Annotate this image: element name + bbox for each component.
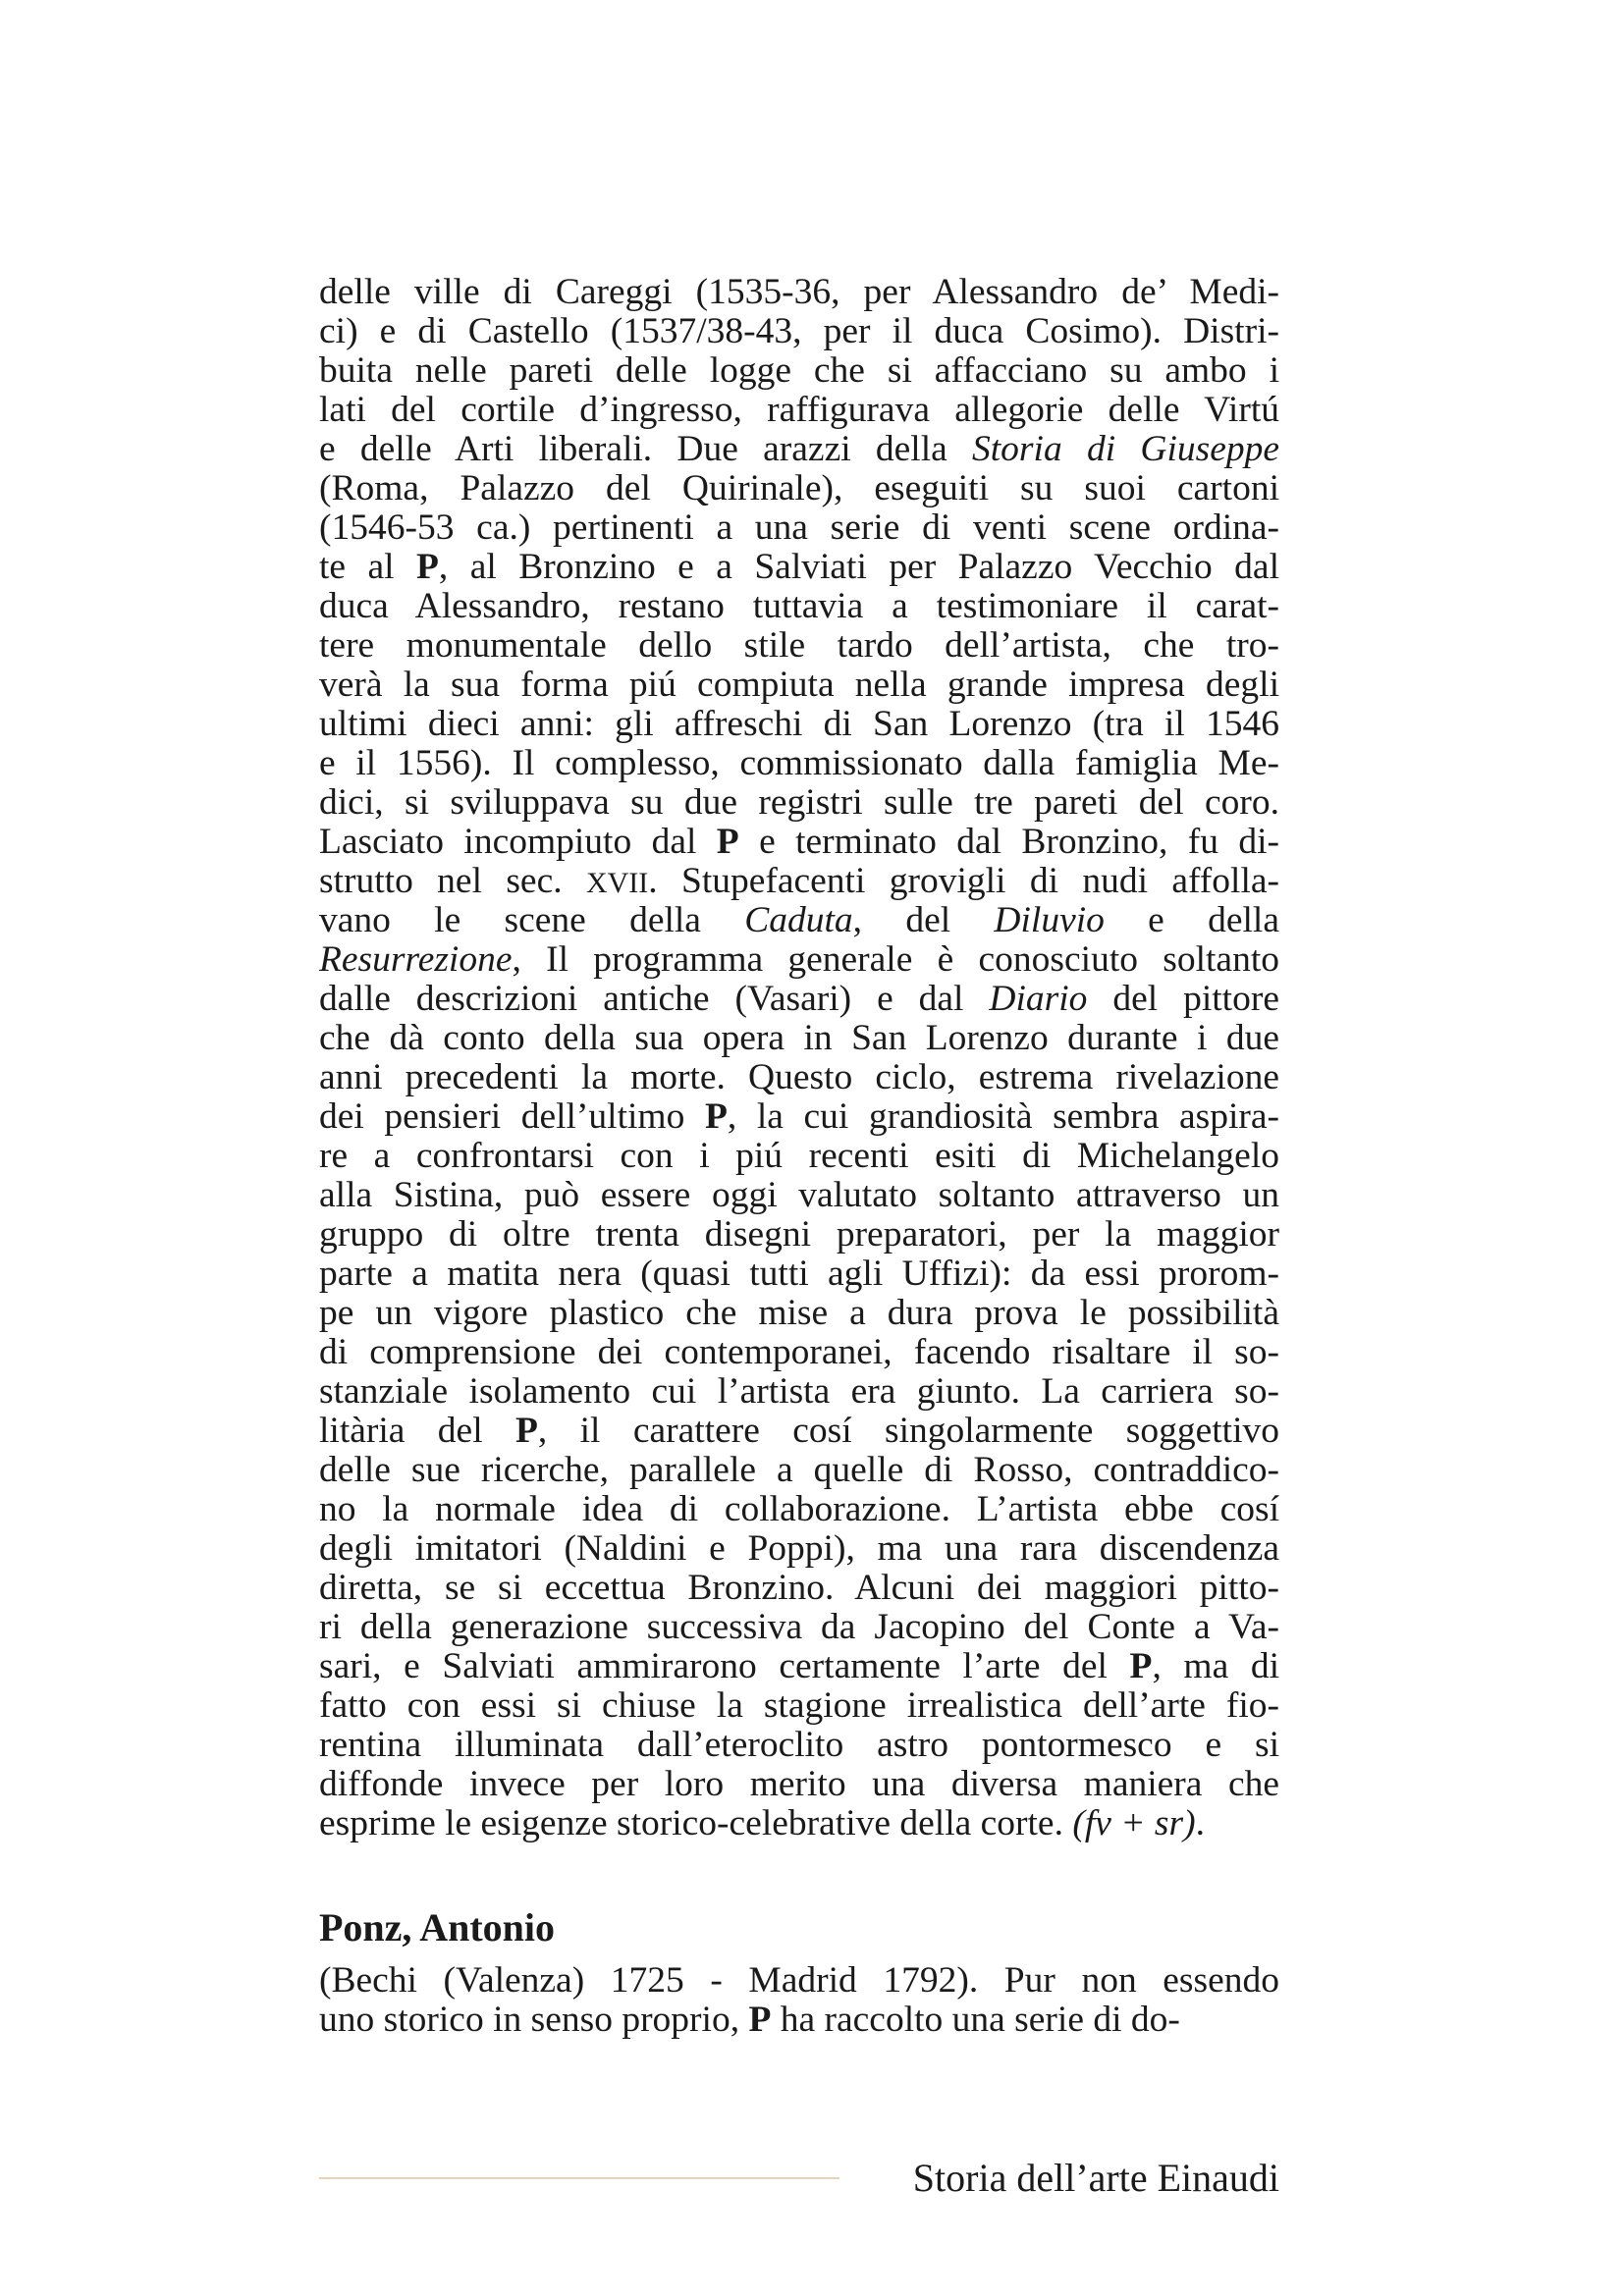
- text-line: [319, 1372, 1279, 1412]
- text-segment: anni precedenti la morte. Questo ciclo, estrema rivelazione: [319, 1057, 1279, 1097]
- text-line: [319, 626, 1279, 666]
- text-line: [319, 1019, 1279, 1058]
- text-segment: strutto nel sec.: [319, 861, 586, 901]
- text-line: [319, 1961, 1279, 2001]
- text-line: [319, 312, 1279, 351]
- text-line: [319, 1215, 1279, 1255]
- text-line: [319, 391, 1279, 430]
- text-line: [319, 1058, 1279, 1097]
- text-segment: esprime le esigenze storico-celebrative della corte.: [319, 1803, 1073, 1843]
- text-segment: che dà conto della sua opera in San Lorenzo durante i due: [319, 1018, 1279, 1058]
- text-line: [319, 744, 1279, 783]
- text-line: [319, 1529, 1279, 1569]
- text-segment: diffonde invece per loro merito una diversa maniera che: [319, 1764, 1279, 1804]
- text-segment: dei pensieri dell’ultimo: [319, 1096, 705, 1137]
- text-line: [319, 705, 1279, 744]
- text-segment: parte a matita nera (quasi tutti agli Uffizi): da essi prorom-: [319, 1254, 1279, 1294]
- text-segment: tere monumentale dello stile tardo dell’artista, che tro-: [319, 625, 1279, 666]
- entry-heading: Ponz, Antonio: [319, 1905, 556, 1949]
- italic-text: Storia di Giuseppe: [972, 429, 1279, 469]
- text-line: [319, 1726, 1279, 1765]
- text-segment: degli imitatori (Naldini e Poppi), ma una rara discendenza: [319, 1528, 1279, 1569]
- footer-rule: [319, 2177, 839, 2179]
- text-segment: vano le scene della: [319, 900, 745, 940]
- text-line: [319, 351, 1279, 391]
- bold-abbreviation: P: [716, 822, 739, 862]
- text-segment: verà la sua forma piú compiuta nella grande impresa degli: [319, 665, 1279, 705]
- text-segment: , al Bronzino e a Salviati per Palazzo Vecchio dal: [438, 547, 1279, 587]
- text-line: [319, 1608, 1279, 1647]
- text-segment: , la cui grandiosità sembra aspira-: [727, 1096, 1279, 1137]
- text-line: [319, 430, 1279, 469]
- text-segment: uno storico in senso proprio,: [319, 2000, 749, 2040]
- text-segment: rentina illuminata dall’eteroclito astro pontormesco e si: [319, 1725, 1279, 1765]
- text-line: [319, 1294, 1279, 1333]
- text-line: [319, 1647, 1279, 1686]
- text-line: [319, 2001, 1279, 2040]
- text-segment: , del: [852, 900, 995, 940]
- text-segment: ha raccolto una serie di do-: [771, 2000, 1180, 2040]
- text-segment: diretta, se si eccettua Bronzino. Alcuni dei maggiori pitto-: [319, 1568, 1279, 1608]
- text-line: [319, 1451, 1279, 1490]
- text-segment: delle sue ricerche, parallele a quelle di Rosso, contraddico-: [319, 1450, 1279, 1490]
- text-segment: Lasciato incompiuto dal: [319, 822, 717, 862]
- small-caps-text: XVII: [585, 867, 649, 899]
- text-segment: sari, e Salviati ammirarono certamente l’arte del: [319, 1646, 1130, 1686]
- text-segment: (1546-53 ca.) pertinenti a una serie di venti scene ordina-: [319, 507, 1279, 548]
- text-segment: dici, si sviluppava su due registri sulle tre pareti del coro.: [319, 782, 1279, 823]
- italic-text: Diario: [989, 979, 1088, 1019]
- text-segment: no la normale idea di collaborazione. L’artista ebbe cosí: [319, 1489, 1279, 1529]
- text-line: [319, 1765, 1279, 1804]
- text-segment: te al: [319, 547, 416, 587]
- text-segment: ci) e di Castello (1537/38-43, per il duca Cosimo). Distri-: [319, 311, 1279, 351]
- entry-body: [319, 1961, 1279, 2040]
- bold-abbreviation: P: [1129, 1646, 1153, 1686]
- text-line: [319, 823, 1279, 862]
- text-line: [319, 1804, 1279, 1843]
- text-line: [319, 587, 1279, 626]
- text-line: [319, 783, 1279, 823]
- text-segment: . Stupefacenti grovigli di nudi affolla-: [648, 861, 1279, 901]
- text-line: [319, 1333, 1279, 1372]
- text-line: [319, 548, 1279, 587]
- text-segment: di comprensione dei contemporanei, facendo risaltare il so-: [319, 1332, 1279, 1372]
- text-segment: (Bechi (Valenza) 1725 - Madrid 1792). Pur non essendo: [319, 1960, 1279, 2001]
- text-segment: stanziale isolamento cui l’artista era giunto. La carriera so-: [319, 1371, 1279, 1412]
- text-line: [319, 1255, 1279, 1294]
- text-segment: gruppo di oltre trenta disegni preparatori, per la maggior: [319, 1214, 1279, 1255]
- text-segment: ultimi dieci anni: gli affreschi di San Lorenzo (tra il 1546: [319, 704, 1279, 744]
- text-line: [319, 1686, 1279, 1726]
- text-line: [319, 980, 1279, 1019]
- text-line: [319, 1097, 1279, 1137]
- text-segment: e delle Arti liberali. Due arazzi della: [319, 429, 973, 469]
- text-segment: , Il programma generale è conosciuto soltanto: [512, 939, 1279, 980]
- text-segment: pe un vigore plastico che mise a dura prova le possibilità: [319, 1293, 1279, 1333]
- text-line: [319, 1176, 1279, 1215]
- text-line: [319, 940, 1279, 980]
- italic-text: Resurrezione: [319, 939, 513, 980]
- page-content: [319, 272, 1280, 2040]
- text-segment: (Roma, Palazzo del Quirinale), eseguiti su suoi cartoni: [319, 468, 1279, 508]
- text-segment: .: [1195, 1803, 1205, 1843]
- text-segment: ri della generazione successiva da Jacopino del Conte a Va-: [319, 1607, 1279, 1647]
- text-line: [319, 666, 1279, 705]
- article-body: [319, 273, 1279, 1843]
- text-line: [319, 469, 1279, 508]
- text-line: [319, 273, 1279, 312]
- text-line: [319, 1137, 1279, 1176]
- bold-abbreviation: P: [415, 547, 439, 587]
- text-segment: e il 1556). Il complesso, commissionato dalla famiglia Me-: [319, 743, 1279, 783]
- bold-abbreviation: P: [514, 1411, 538, 1451]
- text-segment: delle ville di Careggi (1535-36, per Alessandro de’ Medi-: [319, 272, 1279, 312]
- text-line: [319, 862, 1279, 901]
- text-line: [319, 1490, 1279, 1529]
- italic-text: (fv + sr): [1072, 1803, 1196, 1843]
- text-segment: buita nelle pareti delle logge che si affacciano su ambo i: [319, 350, 1279, 391]
- text-segment: del pittore: [1087, 979, 1279, 1019]
- text-segment: duca Alessandro, restano tuttavia a testimoniare il carat-: [319, 586, 1279, 626]
- text-line: [319, 901, 1279, 940]
- text-segment: alla Sistina, può essere oggi valutato soltanto attraverso un: [319, 1175, 1279, 1215]
- text-segment: re a confrontarsi con i piú recenti esiti di Michelangelo: [319, 1136, 1279, 1176]
- bold-abbreviation: P: [704, 1096, 728, 1137]
- text-segment: lati del cortile d’ingresso, raffigurava allegorie delle Virtú: [319, 390, 1279, 430]
- text-line: [319, 508, 1279, 548]
- footer-title: Storia dell’arte Einaudi: [912, 2156, 1279, 2200]
- italic-text: Caduta: [744, 900, 853, 940]
- text-segment: dalle descrizioni antiche (Vasari) e dal: [319, 979, 990, 1019]
- text-segment: e della: [1104, 900, 1279, 940]
- bold-abbreviation: P: [748, 2000, 772, 2040]
- text-segment: , il carattere cosí singolarmente soggettivo: [537, 1411, 1280, 1451]
- italic-text: Diluvio: [994, 900, 1105, 940]
- text-line: [319, 1569, 1279, 1608]
- text-line: [319, 1412, 1279, 1451]
- text-segment: fatto con essi si chiuse la stagione irrealistica dell’arte fio-: [319, 1685, 1279, 1726]
- text-segment: , ma di: [1152, 1646, 1279, 1686]
- text-segment: e terminato dal Bronzino, fu di-: [738, 822, 1279, 862]
- text-segment: litària del: [319, 1411, 515, 1451]
